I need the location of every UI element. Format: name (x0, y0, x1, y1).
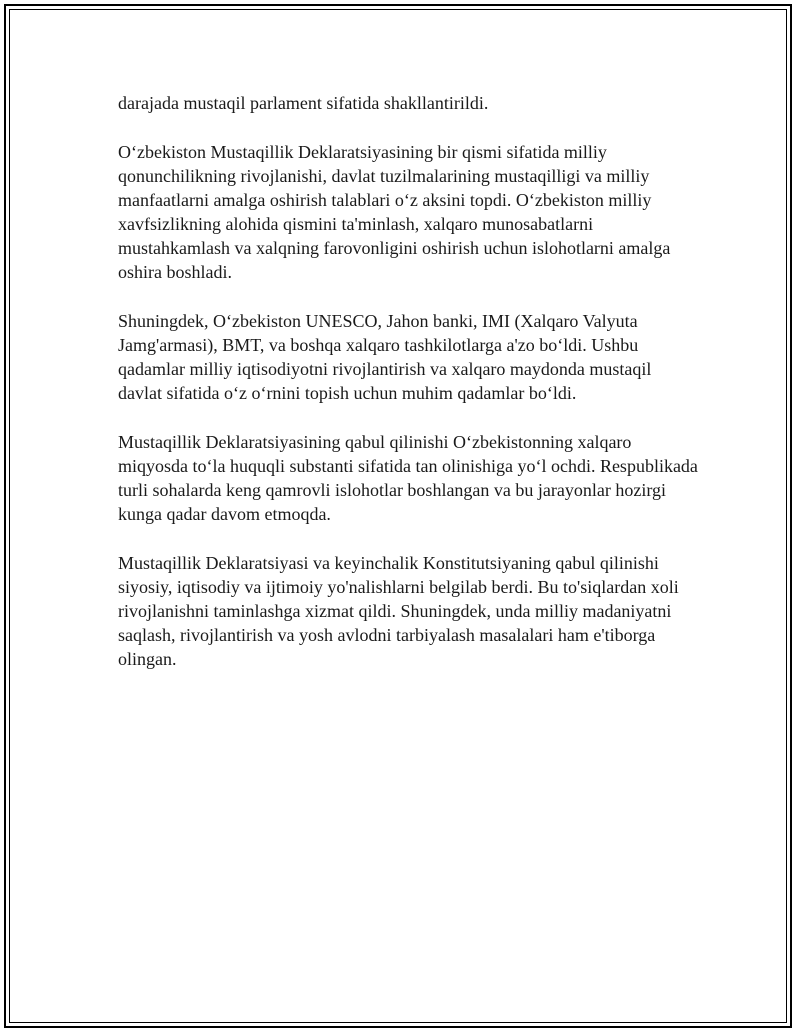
paragraph-1: darajada mustaqil parlament sifatida shakllantirildi. (118, 93, 489, 113)
paragraph-3: Shuningdek, O‘zbekiston UNESCO, Jahon banki, IMI (Xalqaro Valyuta Jamg'armasi), BMT, va boshqa xalqaro tashkilotlarga a'zo bo‘ldi. Ushbu qadamlar milliy iqtisodiyotni rivojlantirish va xalqaro maydonda mustaqil davlat sifatida o‘z o‘rnini topish uchun muhim qadamlar bo‘ldi. (118, 311, 652, 403)
paragraph-2: O‘zbekiston Mustaqillik Deklaratsiyasining bir qismi sifatida milliy qonunchilikning rivojlanishi, davlat tuzilmalarining mustaqilligi va milliy manfaatlarni amalga oshirish talablari o‘z aksini topdi. O‘zbekiston milliy xavfsizlikning alohida qismini ta'minlash, xalqaro munosabatlarni mustahkamlash va xalqning farovonligini oshirish uchun islohotlarni amalga oshira boshladi. (118, 142, 671, 282)
document-body (118, 91, 698, 696)
paragraph-5: Mustaqillik Deklaratsiyasi va keyinchalik Konstitutsiyaning qabul qilinishi siyosiy, iqtisodiy va ijtimoiy yo'nalishlarni belgilab berdi. Bu to'siqlardan xoli rivojlanishni taminlashga xizmat qildi. Shuningdek, unda milliy madaniyatni saqlash, rivojlantirish va yosh avlodni tarbiyalash masalalari ham e'tiborga olingan. (118, 553, 679, 669)
paragraph-4: Mustaqillik Deklaratsiyasining qabul qilinishi O‘zbekistonning xalqaro miqyosda to‘la huquqli substanti sifatida tan olinishiga yo‘l ochdi. Respublikada turli sohalarda keng qamrovli islohotlar boshlangan va bu jarayonlar hozirgi kunga qadar davom etmoqda. (118, 432, 698, 524)
